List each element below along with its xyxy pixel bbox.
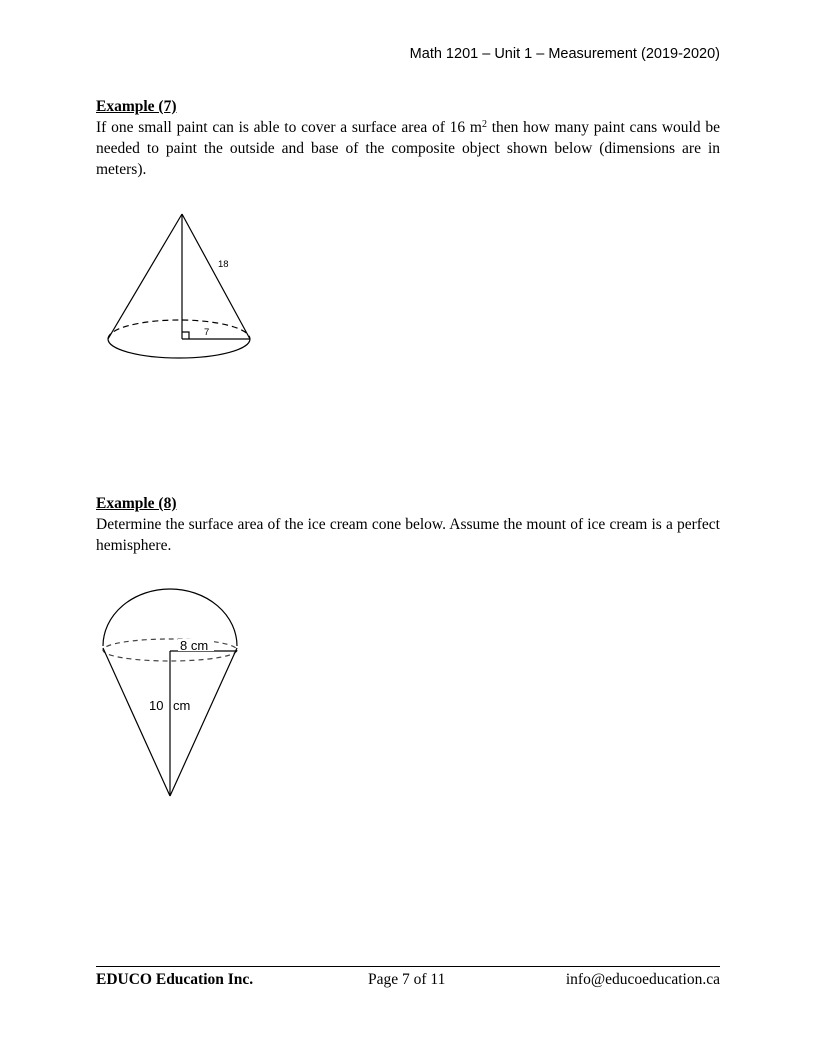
- cone-base-back-edge: [108, 320, 250, 339]
- hemisphere-outline: [103, 589, 237, 646]
- cone-left-side: [103, 648, 170, 796]
- slant-height-label: 18: [218, 259, 229, 270]
- cone-diagram: [108, 214, 250, 358]
- cone-right-side: [182, 214, 250, 339]
- example-7-question: If one small paint can is able to cover a surface area of 16 $m^2$ then how many paint cans would be needed to paint the outside and base of the composite object shown below (dimensions are in meters).: [96, 119, 721, 178]
- right-angle-marker: [182, 332, 189, 339]
- footer-company: EDUCO Education Inc.: [96, 971, 254, 988]
- page-header: Math 1201 – Unit 1 – Measurement (2019-2020): [409, 46, 720, 62]
- cone-right-side: [170, 648, 237, 796]
- superscript: 2: [481, 119, 487, 130]
- cone-left-side: [108, 214, 182, 339]
- footer-page-number: Page 7 of 11: [368, 971, 446, 988]
- footer-divider: [96, 966, 720, 967]
- radius-label: 8 cm: [180, 638, 209, 653]
- height-label-left: 10: [149, 698, 164, 713]
- example-8-question: Determine the surface area of the ice cream cone below. Assume the mount of ice cream is a perfect hemisphere.: [96, 516, 720, 554]
- height-label-right: cm: [173, 698, 191, 713]
- footer-email: info@educoeducation.ca: [565, 971, 720, 988]
- example-7-heading: Example (7): [96, 98, 177, 115]
- cone-base-front-edge: [108, 339, 250, 358]
- example-8-heading: Example (8): [96, 495, 177, 512]
- example-8: [96, 493, 720, 556]
- ice-cream-cone-diagram: [103, 589, 237, 796]
- radius-label: 7: [204, 327, 210, 338]
